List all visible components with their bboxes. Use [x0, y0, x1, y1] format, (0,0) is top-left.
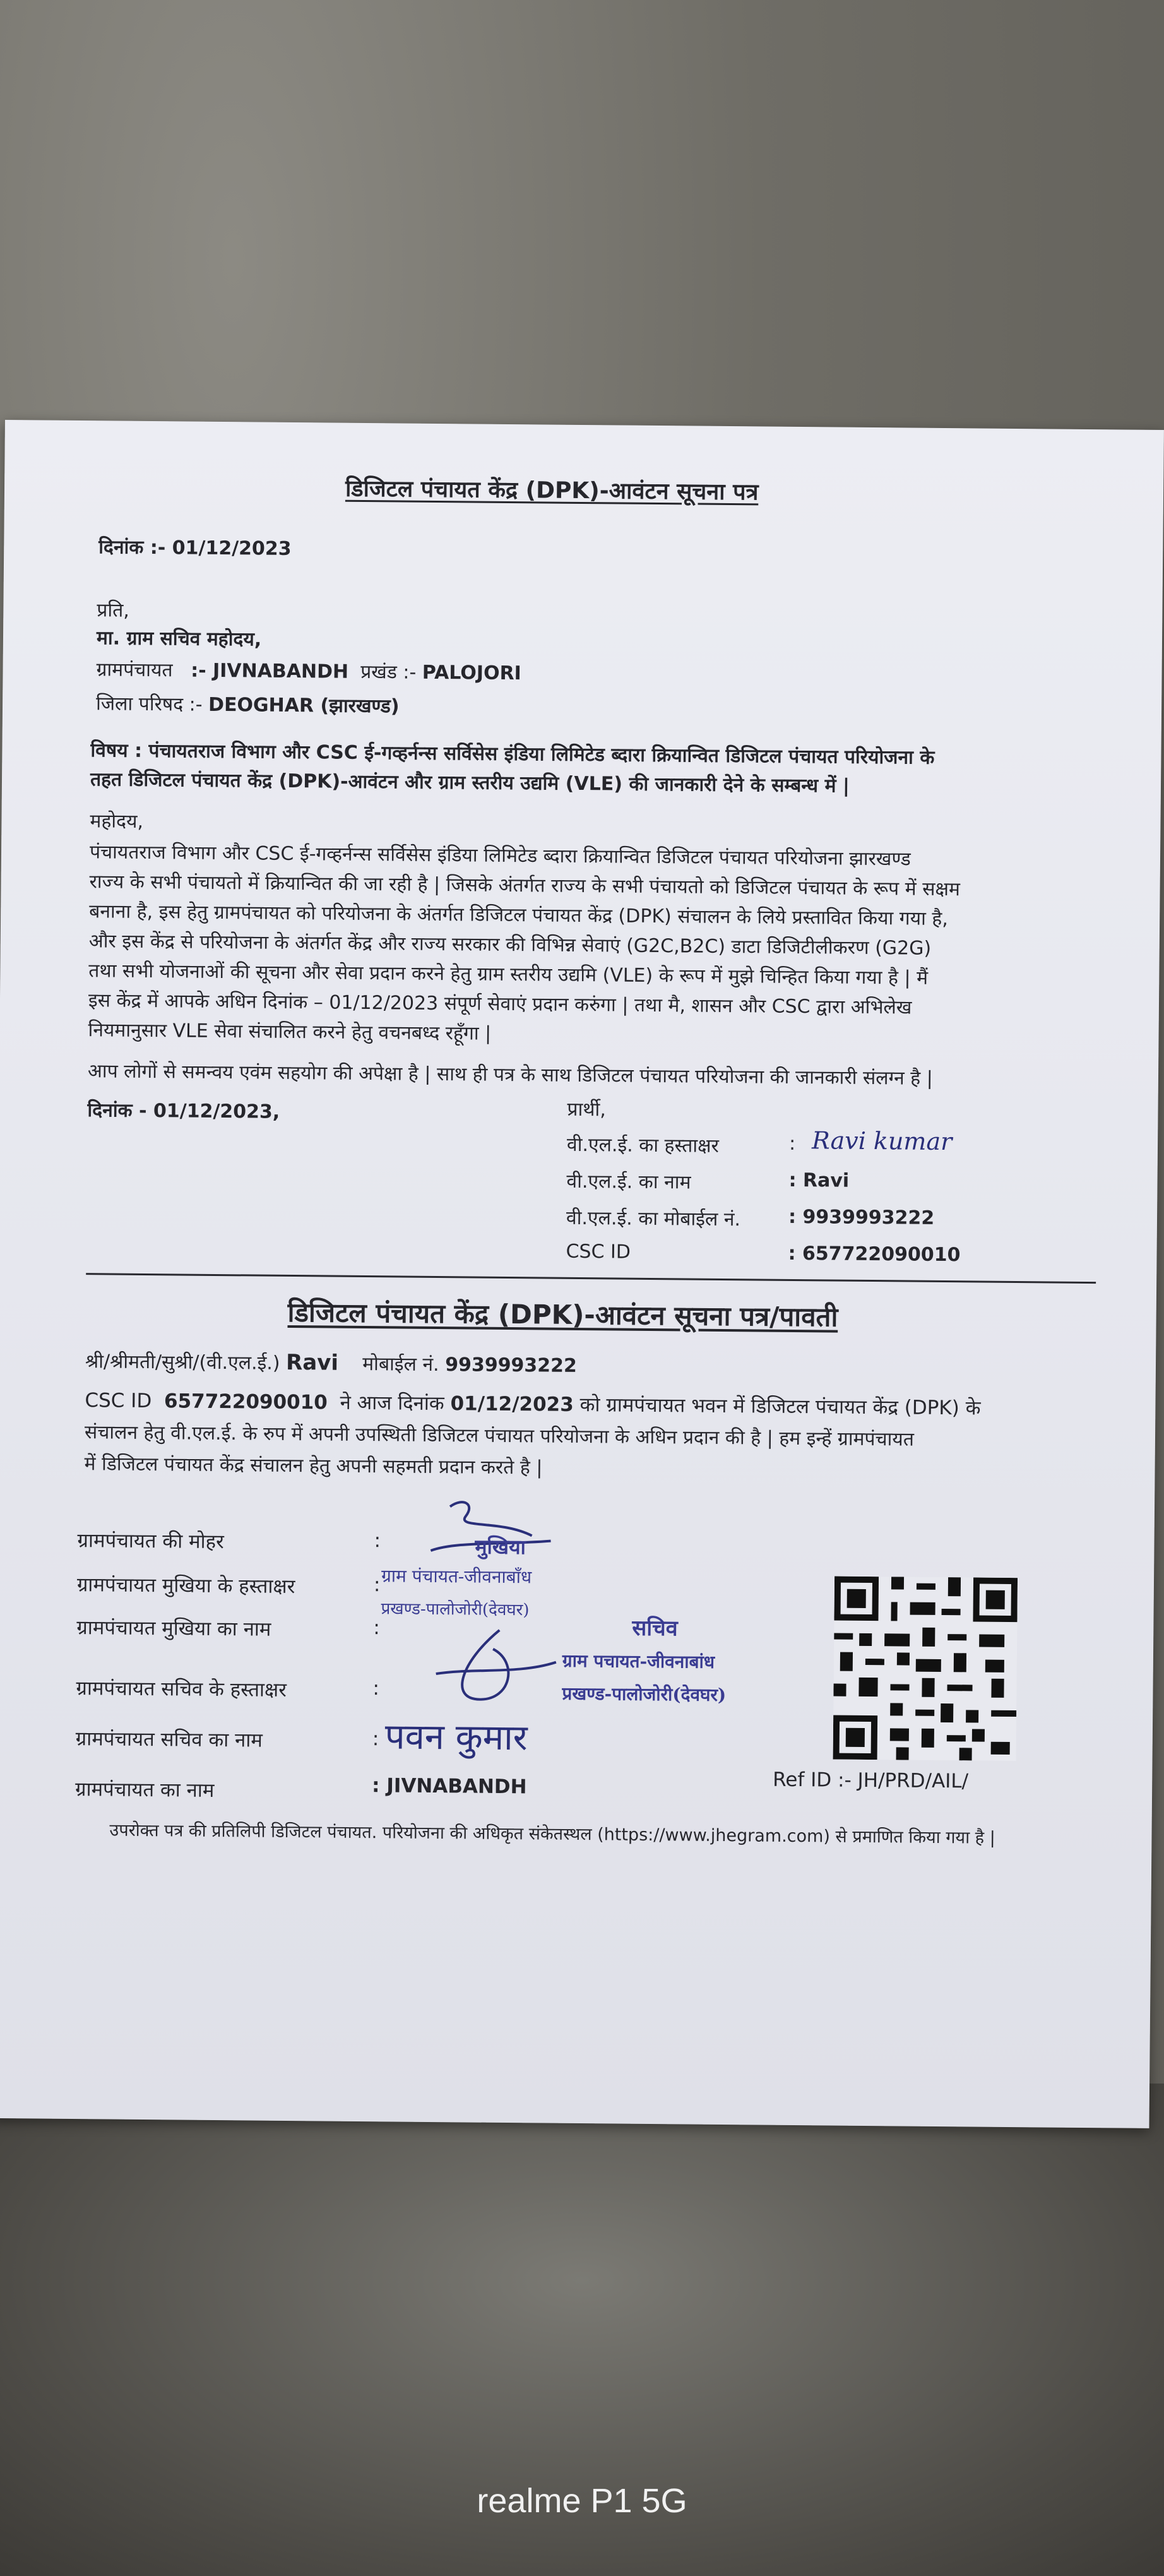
seal-label: ग्रामपंचायत की मोहर: [77, 1529, 224, 1554]
mukhiya-stamp-title: मुखिया: [475, 1534, 526, 1559]
camera-watermark: realme P1 5G: [477, 2482, 687, 2520]
body-line: इस केंद्र में आपके अधिन दिनांक – 01/12/2023 संपूर्ण सेवाएं प्रदान करुंगा | तथा मै, शासन और CSC द्वारा अभिलेख: [88, 989, 912, 1019]
mobile-value: 9939993222: [445, 1354, 578, 1377]
receipt-date: 01/12/2023: [450, 1392, 574, 1416]
ref-id: Ref ID :- JH/PRD/AIL/: [773, 1768, 969, 1793]
body-line: राज्य के सभी पंचायतो में क्रियान्वित की जा रही है | जिसके अंतर्गत राज्य के सभी पंचायतो को डिजिटल पंचायत के रूप में सक्षम: [89, 871, 961, 901]
body-line: तथा सभी योजनाओं की सूचना और सेवा प्रदान करने हेतु ग्राम स्तरीय उद्यमि (VLE) के रूप में मुझे चिन्हित किया गया है | मैं: [88, 960, 929, 989]
vle-prefix: श्री/श्रीमती/सुश्री/(वी.एल.ई.): [85, 1351, 280, 1374]
applicant-label: प्रार्थी,: [567, 1098, 606, 1121]
to-line: प्रति,: [97, 599, 130, 622]
body-line: नियमानुसार VLE सेवा संचालित करने हेतु वचनबध्द रहूँगा |: [88, 1019, 492, 1045]
vle-sign-colon: :: [788, 1132, 796, 1155]
sachiv-name-label: ग्रामपंचायत सचिव का नाम: [75, 1727, 263, 1752]
vle-signature: Ravi kumar: [811, 1126, 953, 1156]
closing-line: आप लोगों से समन्वय एवंम सहयोग की अपेक्षा है | साथ ही पत्र के साथ डिजिटल पंचायत परियोजना की जानकारी संलग्न है |: [87, 1060, 933, 1090]
csc-label: CSC ID: [566, 1240, 631, 1263]
subject-line-1: विषय : पंचायतराज विभाग और CSC ई-गव्हर्नन्स सर्विसेस इंडिया लिमिटेड ब्दारा क्रियान्वित डिजिटल पंचायत परियोजना के: [90, 739, 935, 769]
sachiv-name-handwritten: पवन कुमार: [384, 1716, 528, 1759]
vle-name-value: : Ravi: [788, 1169, 850, 1192]
sachiv-stamp-title: सचिव: [632, 1615, 678, 1642]
document-page: [0, 420, 1164, 2128]
seal-colon: :: [374, 1529, 381, 1553]
mukhiya-sign-label: ग्रामपंचायत मुखिया के हस्ताक्षर: [76, 1573, 295, 1599]
panchayat-name-value: : JIVNABANDH: [371, 1774, 527, 1799]
panchayat-label: ग्रामपंचायत: [96, 659, 173, 682]
district-label: जिला परिषद :-: [95, 693, 203, 716]
sachiv-sign-colon: :: [372, 1677, 380, 1700]
vle-mobile-label: वी.एल.ई. का मोबाईल नं.: [566, 1207, 741, 1231]
qr-code-icon: [833, 1577, 1018, 1762]
section-divider: [86, 1273, 1096, 1284]
district-line: [96, 689, 400, 718]
sachiv-stamp-line-1: ग्राम पचायत-जीवनाबांध: [562, 1650, 715, 1673]
vle-name-label: वी.एल.ई. का नाम: [566, 1170, 691, 1194]
panchayat-value: :- JIVNABANDH: [191, 659, 349, 683]
district-value: DEOGHAR (झारखण्ड): [208, 693, 400, 718]
mukhiya-sign-colon: :: [373, 1573, 381, 1597]
body-line: और इस केंद्र से परियोजना के अंतर्गत केंद्र और राज्य सरकार की विभिन्न सेवाएं (G2C,B2C) डाटा डिजिटीलीकरण (G2G): [88, 930, 932, 960]
receipt-line-2: [85, 1386, 980, 1421]
csc-value: : 657722090010: [788, 1242, 961, 1267]
vle-sign-label: वी.एल.ई. का हस्ताक्षर: [566, 1133, 720, 1157]
mukhiya-stamp-line-1: ग्राम पंचायत-जीवनाबाँध: [381, 1565, 532, 1588]
block-value: PALOJORI: [422, 661, 521, 685]
mobile-label: मोबाईल नं.: [362, 1352, 439, 1376]
notice-title: डिजिटल पंचायत केंद्र (DPK)-आवंटन सूचना पत्र: [345, 475, 759, 506]
csc-value-2: 657722090010: [163, 1390, 328, 1414]
mukhiya-signature-scribble: [405, 1491, 557, 1574]
line2-tail: को ग्रामपंचायत भवन में डिजिटल पंचायत केंद्र (DPK) के: [579, 1393, 981, 1420]
notice-date: दिनांक :- 01/12/2023: [98, 536, 292, 560]
panchayat-name-label: ग्रामपंचायत का नाम: [74, 1778, 215, 1802]
panchayat-line: [96, 655, 521, 685]
receipt-line-4: में डिजिटल पंचायत केंद्र संचालन हेतु अपनी सहमती प्रदान करते है |: [84, 1453, 543, 1479]
sachiv-signature-scribble: [423, 1623, 562, 1719]
vle-name: Ravi: [285, 1349, 339, 1376]
sachiv-sign-label: ग्रामपंचायत सचिव के हस्ताक्षर: [76, 1677, 287, 1702]
receipt-title: डिजिटल पंचायत केंद्र (DPK)-आवंटन सूचना पत्र/पावती: [287, 1296, 838, 1333]
sachiv-name-colon: :: [372, 1727, 379, 1751]
vle-mobile-value: : 9939993222: [788, 1205, 935, 1229]
date-2: दिनांक - 01/12/2023,: [87, 1099, 280, 1123]
block-label: प्रखंड :-: [360, 660, 417, 684]
body-line: बनाना है, इस हेतु ग्रामपंचायत को परियोजना के अंतर्गत डिजिटल पंचायत केंद्र (DPK) संचालन के लिये प्रस्तावित किया गया है,: [89, 900, 948, 931]
receipt-line-3: संचालन हेतु वी.एल.ई. के रुप में अपनी उपस्थिती डिजिटल पंचायत परियोजना के अधिन प्रदान की है | हम इन्हें ग्रामपंचायत: [84, 1421, 915, 1451]
mukhiya-stamp-line-2: प्रखण्ड-पालोजोरी(देवघर): [381, 1599, 530, 1620]
csc-label-2: CSC ID: [85, 1389, 152, 1413]
body-line: पंचायतराज विभाग और CSC ई-गव्हर्नन्स सर्विसेस इंडिया लिमिटेड ब्दारा क्रियान्वित डिजिटल पंचायत परियोजना झारखण्ड: [89, 841, 911, 871]
addressee: मा. ग्राम सचिव महोदय,: [96, 627, 262, 651]
mukhiya-name-label: ग्रामपंचायत मुखिया का नाम: [76, 1616, 271, 1641]
salutation: महोदय,: [90, 810, 144, 833]
subject-line-2: तहत डिजिटल पंचायत केंद्र (DPK)-आवंटन और ग्राम स्तरीय उद्यमि (VLE) की जानकारी देने के सम्बन्ध में |: [90, 768, 850, 797]
sachiv-stamp-line-2: प्रखण्ड-पालोजोरी(देवघर): [562, 1683, 727, 1706]
footer-note: उपरोक्त पत्र की प्रतिलिपी डिजिटल पंचायत. परियोजना की अधिकृत संकेतस्थल (https://www.jhegram.com) से प्रमाणित किया गया है |: [109, 1820, 995, 1848]
receipt-line-1: [85, 1347, 577, 1378]
notice-body: [88, 837, 960, 1052]
mukhiya-name-colon: :: [373, 1616, 380, 1640]
line2-text: ने आज दिनांक: [340, 1391, 444, 1416]
